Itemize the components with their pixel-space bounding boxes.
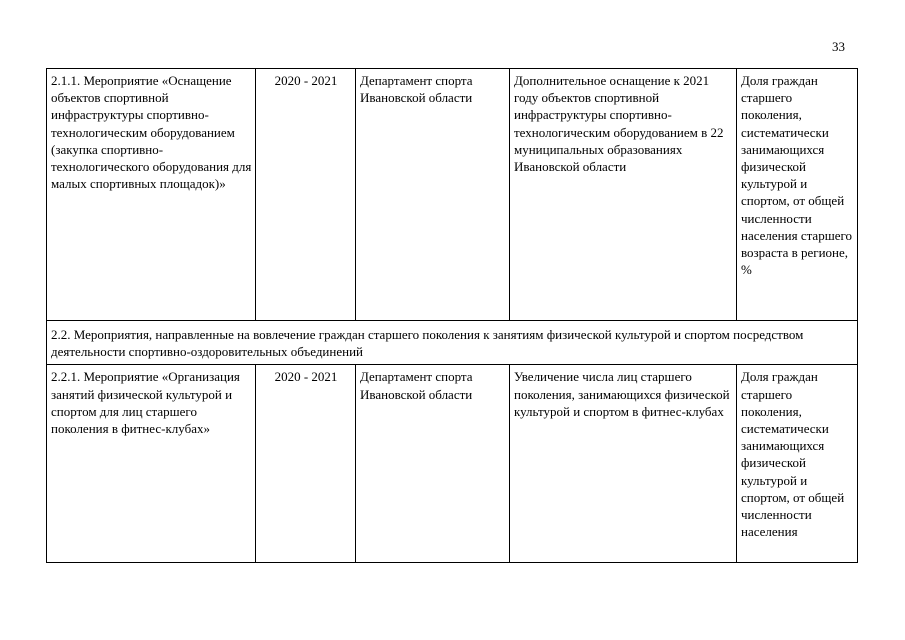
table-row: [47, 69, 858, 321]
period-cell: 2020 - 2021: [256, 69, 356, 321]
activity-cell: 2.2.1. Мероприятие «Организация занятий физической культурой и спортом для лиц старшего поколения в фитнес-клубах»: [47, 365, 256, 563]
executor-cell: Департамент спорта Ивановской области: [356, 69, 510, 321]
result-cell: Увеличение числа лиц старшего поколения, занимающихся физической культурой и спортом в фитнес-клубах: [510, 365, 737, 563]
section-row: [47, 321, 858, 365]
executor-cell: Департамент спорта Ивановской области: [356, 365, 510, 563]
indicator-cell: Доля граждан старшего поколения, систематически занимающихся физической культурой и спортом, от общей численности населения: [737, 365, 858, 563]
measures-table: [46, 68, 858, 563]
result-cell: Дополнительное оснащение к 2021 году объектов спортивной инфраструктуры спортивно-технологическим оборудованием в 22 муниципальных образованиях Ивановской области: [510, 69, 737, 321]
period-cell: 2020 - 2021: [256, 365, 356, 563]
indicator-cell: Доля граждан старшего поколения, систематически занимающихся физической культурой и спортом, от общей численности населения старшего возраста в регионе, %: [737, 69, 858, 321]
page-number: 33: [832, 39, 845, 54]
section-heading: 2.2. Мероприятия, направленные на вовлечение граждан старшего поколения к занятиям физической культурой и спортом посредством деятельности спортивно-оздоровительных объединений: [47, 321, 858, 365]
table-row: [47, 365, 858, 563]
activity-cell: 2.1.1. Мероприятие «Оснащение объектов спортивной инфраструктуры спортивно-технологическим оборудованием (закупка спортивно-технологического оборудования для малых спортивных площадок)»: [47, 69, 256, 321]
